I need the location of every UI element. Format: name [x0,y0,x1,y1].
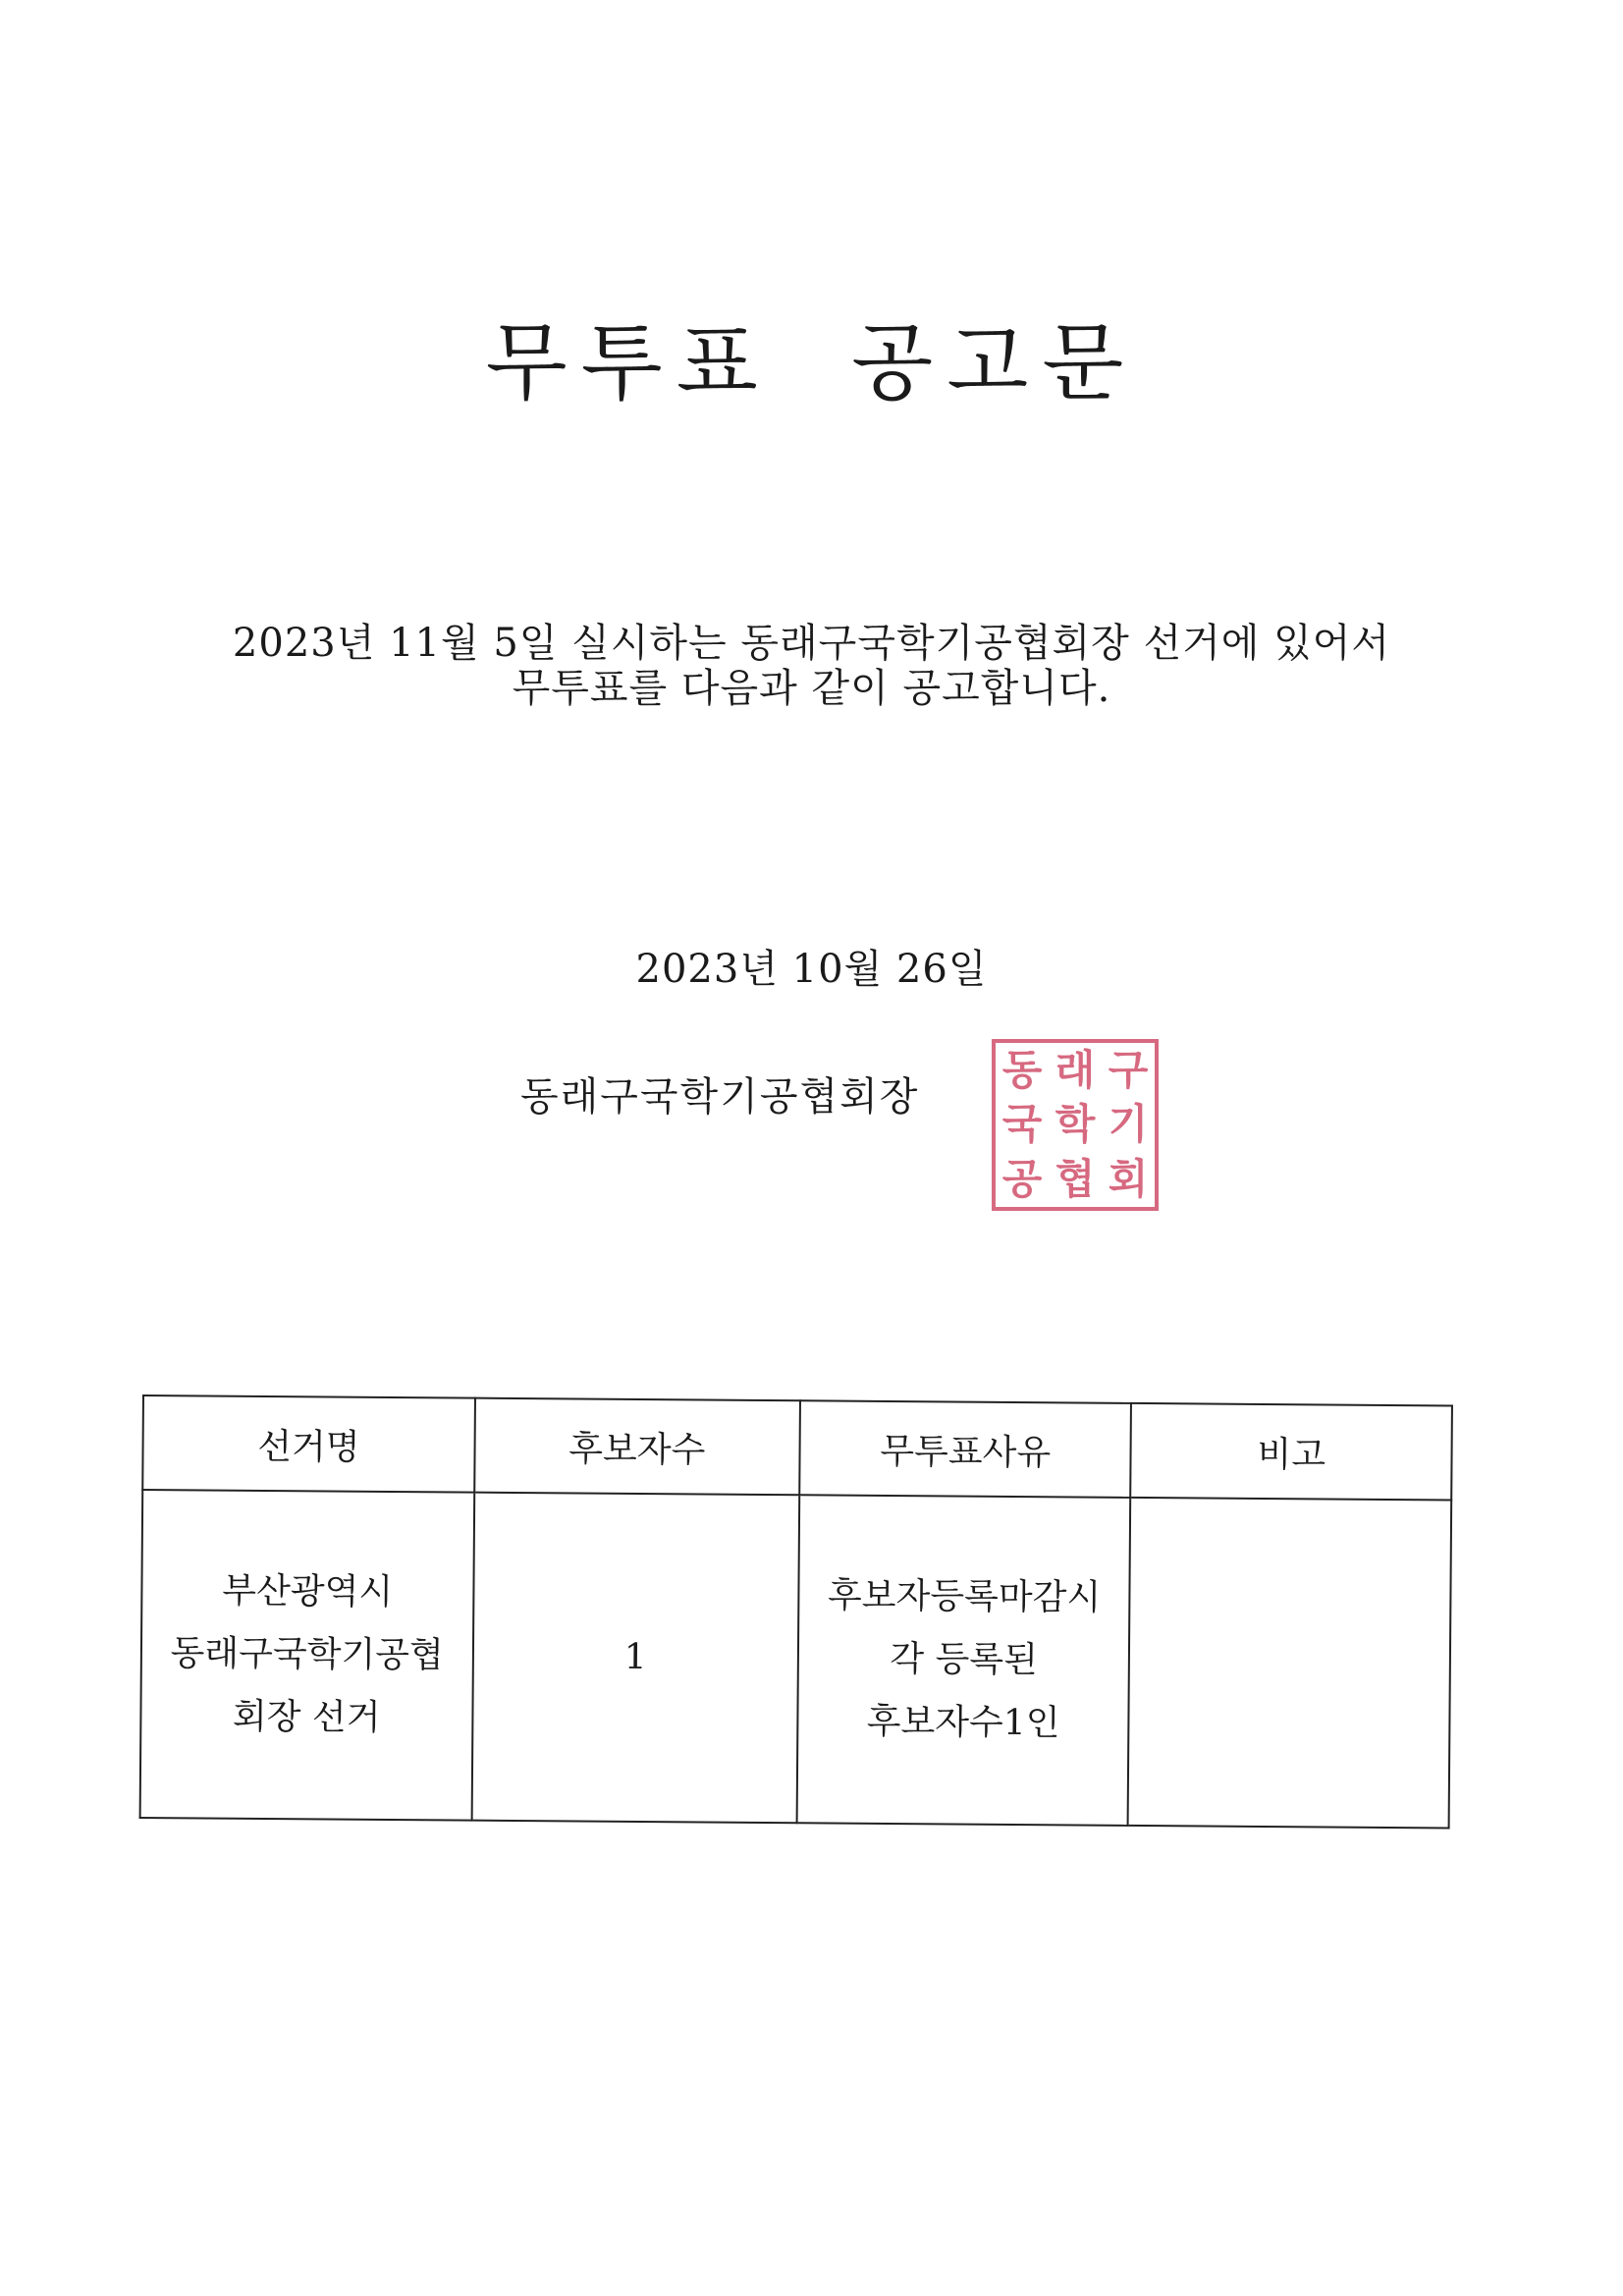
table-row [140,1490,1452,1828]
notice-body [0,621,1623,711]
header-election-name: 선거명 [142,1395,474,1493]
header-candidate-count: 후보자수 [474,1398,800,1496]
notice-body-line-1: 2023년 11월 5일 실시하는 동래구국학기공협회장 선거에 있어서 [232,621,1391,666]
official-seal-stamp [992,1039,1159,1211]
notice-date: 2023년 10월 26일 [635,947,988,992]
seal-char: 국 [1001,1100,1043,1149]
seal-char: 래 [1055,1045,1096,1094]
cell-reason [797,1495,1131,1826]
header-reason: 무투표사유 [799,1400,1131,1498]
header-note: 비고 [1131,1403,1452,1501]
seal-char: 협 [1055,1155,1096,1204]
cell-candidate-count: 1 [471,1493,799,1824]
seal-char: 구 [1108,1045,1149,1094]
reason-line: 각 등록된 [890,1638,1039,1681]
seal-char: 회 [1108,1155,1149,1204]
table-header-row [142,1395,1452,1500]
election-name-line: 회장 선거 [232,1696,381,1738]
reason-line: 후보자등록마감시 [827,1575,1102,1618]
cell-note [1128,1498,1451,1829]
seal-char: 학 [1055,1100,1096,1149]
cell-election-name [140,1490,474,1821]
signer-name: 동래구국학기공협회장 [520,1074,920,1120]
seal-char: 기 [1108,1100,1149,1149]
election-table [139,1394,1453,1829]
seal-char: 동 [1001,1045,1043,1094]
seal-char: 공 [1001,1155,1043,1204]
election-name-line: 부산광역시 [222,1570,394,1613]
notice-body-line-2: 무투표를 다음과 같이 공고합니다. [512,666,1111,711]
election-name-line: 동래구국학기공협 [170,1633,444,1676]
document-title: 무투표 공고문 [485,314,1138,412]
reason-line: 후보자수1인 [866,1701,1060,1744]
